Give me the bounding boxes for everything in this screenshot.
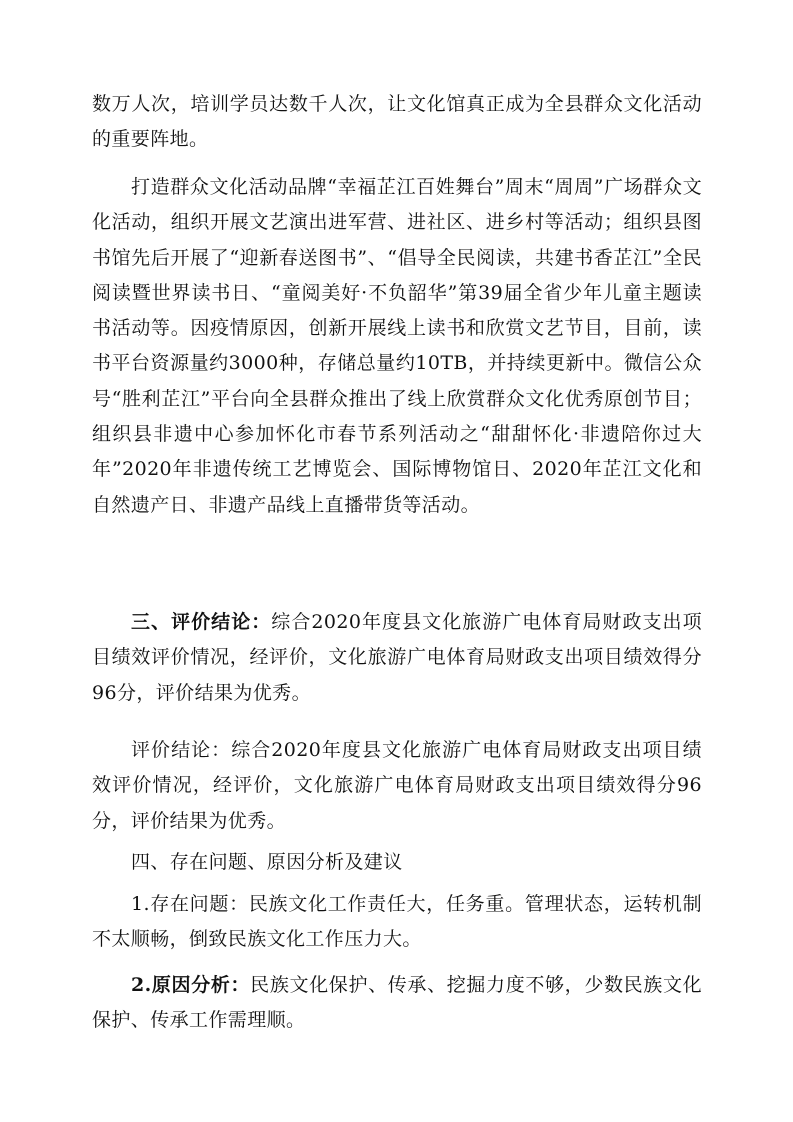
cause-analysis-label: 2.原因分析：	[131, 974, 251, 996]
paragraph-continuation: 数万人次，培训学员达数千人次，让文化馆真正成为全县群众文化活动的重要阵地。	[92, 93, 702, 151]
paragraph-problems: 1.存在问题：民族文化工作责任大，任务重。管理状态，运转机制不太顺畅，倒致民族文化工作压力大。	[92, 893, 702, 951]
section-three-heading: 三、评价结论：	[131, 611, 272, 633]
cause-analysis-body: 民族文化保护、传承、挖掘力度不够，少数民族文化保护、传承工作需理顺。	[92, 974, 702, 1032]
paragraph-cultural-activities: 打造群众文化活动品牌“幸福芷江百姓舞台”周末“周周”广场群众文化活动，组织开展文艺演出进军营、进社区、进乡村等活动；组织县图书馆先后开展了“迎新春送图书”、“倡导全民阅读，共建书香芷江”全民阅读暨世界读书日、“童阅美好·不负韶华”第39届全省少年儿童主题读书活动等。因疫情原因，创新开展线上读书和欣赏文艺节目，目前，读书平台资源量约3000种，存储总量约10TB，并持续更新中。微信公众号“胜利芷江”平台向全县群众推出了线上欣赏群众文化优秀原创节目；组织县非遗中心参加怀化市春节系列活动之“甜甜怀化·非遗陪你过大年”2020年非遗传统工艺博览会、国际博物馆日、2020年芷江文化和自然遗产日、非遗产品线上直播带货等活动。	[92, 176, 702, 516]
paragraph-cause-analysis	[92, 968, 702, 1039]
section-four-heading: 四、存在问题、原因分析及建议	[131, 851, 403, 873]
section-three-body: 综合2020年度县文化旅游广电体育局财政支出项目绩效评价情况，经评价，文化旅游广电体育局财政支出项目绩效得分96分，评价结果为优秀。	[92, 611, 702, 704]
paragraph-evaluation-conclusion-bold	[92, 605, 702, 711]
paragraph-evaluation-conclusion: 评价结论：综合2020年度县文化旅游广电体育局财政支出项目绩效评价情况，经评价，文化旅游广电体育局财政支出项目绩效得分96分，评价结果为优秀。	[92, 739, 702, 832]
